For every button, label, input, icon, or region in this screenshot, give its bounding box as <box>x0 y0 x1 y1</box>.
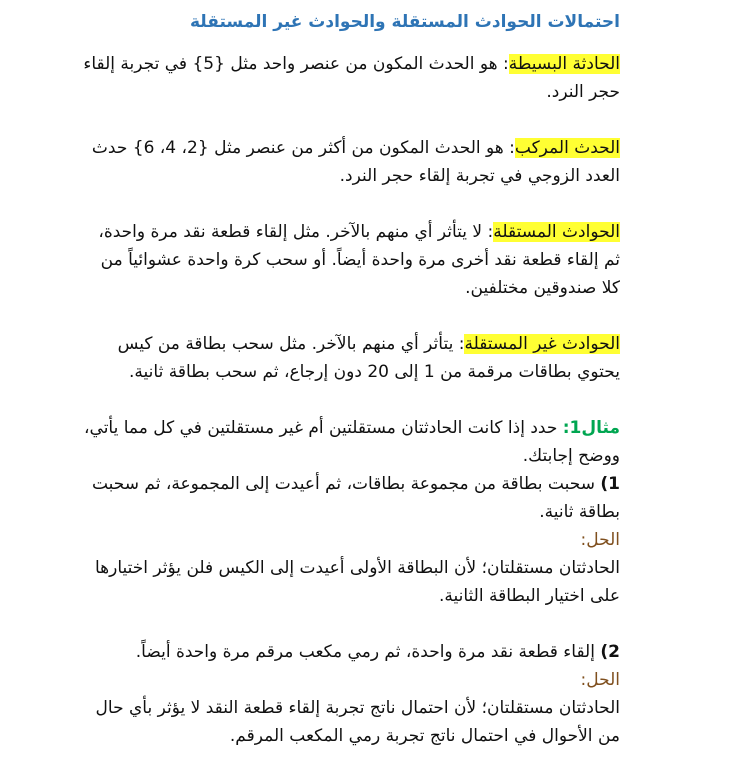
definition-simple-event <box>80 50 620 106</box>
item-number: 1) <box>600 474 620 494</box>
item-text: سحبت بطاقة من مجموعة بطاقات، ثم أعيدت إلى المجموعة، ثم سحبت بطاقة ثانية. <box>91 474 620 522</box>
example-prompt <box>80 414 620 470</box>
definition-text: : هو الحدث المكون من عنصر واحد مثل {5} في تجربة إلقاء حجر النرد. <box>83 54 620 102</box>
solution-text: الحادثتان مستقلتان؛ لأن احتمال ناتج تجربة إلقاء قطعة النقد لا يؤثر بأي حال من الأحوال في احتمال ناتج تجربة رمي المكعب المرقم. <box>95 698 620 746</box>
item-text: إلقاء قطعة نقد مرة واحدة، ثم رمي مكعب مرقم مرة واحدة أيضاً. <box>135 642 601 662</box>
example-prompt-text: حدد إذا كانت الحادثتان مستقلتين أم غير مستقلتين في كل مما يأتي، ووضح إجابتك. <box>84 418 620 466</box>
example-item-2 <box>80 638 620 666</box>
example-label: مثال1: <box>562 418 620 438</box>
term-highlight: الحوادث غير المستقلة <box>464 334 620 354</box>
solution-text: الحادثتان مستقلتان؛ لأن البطاقة الأولى أعيدت إلى الكيس فلن يؤثر اختيارها على اختيار البطاقة الثانية. <box>94 558 620 606</box>
definition-text: : هو الحدث المكون من أكثر من عنصر مثل {2، 4، 6} حدث العدد الزوجي في تجربة إلقاء حجر النرد. <box>91 138 620 186</box>
definition-text: : لا يتأثر أي منهم بالآخر. مثل إلقاء قطعة نقد مرة واحدة، ثم إلقاء قطعة نقد أخرى مرة واحدة أيضاً. أو سحب كرة واحدة عشوائياً من كلا صندوقين مختلفين. <box>98 222 620 298</box>
item-number: 2) <box>600 642 620 662</box>
definition-text: : يتأثر أي منهم بالآخر. مثل سحب بطاقة من كيس يحتوي بطاقات مرقمة من 1 إلى 20 دون إرجاع، ثم سحب بطاقة ثانية. <box>117 334 620 382</box>
term-highlight: الحدث المركب <box>514 138 620 158</box>
page-title: احتمالات الحوادث المستقلة والحوادث غير المستقلة <box>190 12 620 32</box>
term-highlight: الحوادث المستقلة <box>493 222 620 242</box>
term-highlight: الحادثة البسيطة <box>508 54 620 74</box>
definition-compound-event <box>80 134 620 190</box>
solution-label: الحل: <box>580 670 620 690</box>
example-item-1 <box>80 470 620 526</box>
solution-label: الحل: <box>580 530 620 550</box>
spacer <box>80 610 620 638</box>
definition-independent-events <box>80 218 620 302</box>
definition-dependent-events <box>80 330 620 386</box>
